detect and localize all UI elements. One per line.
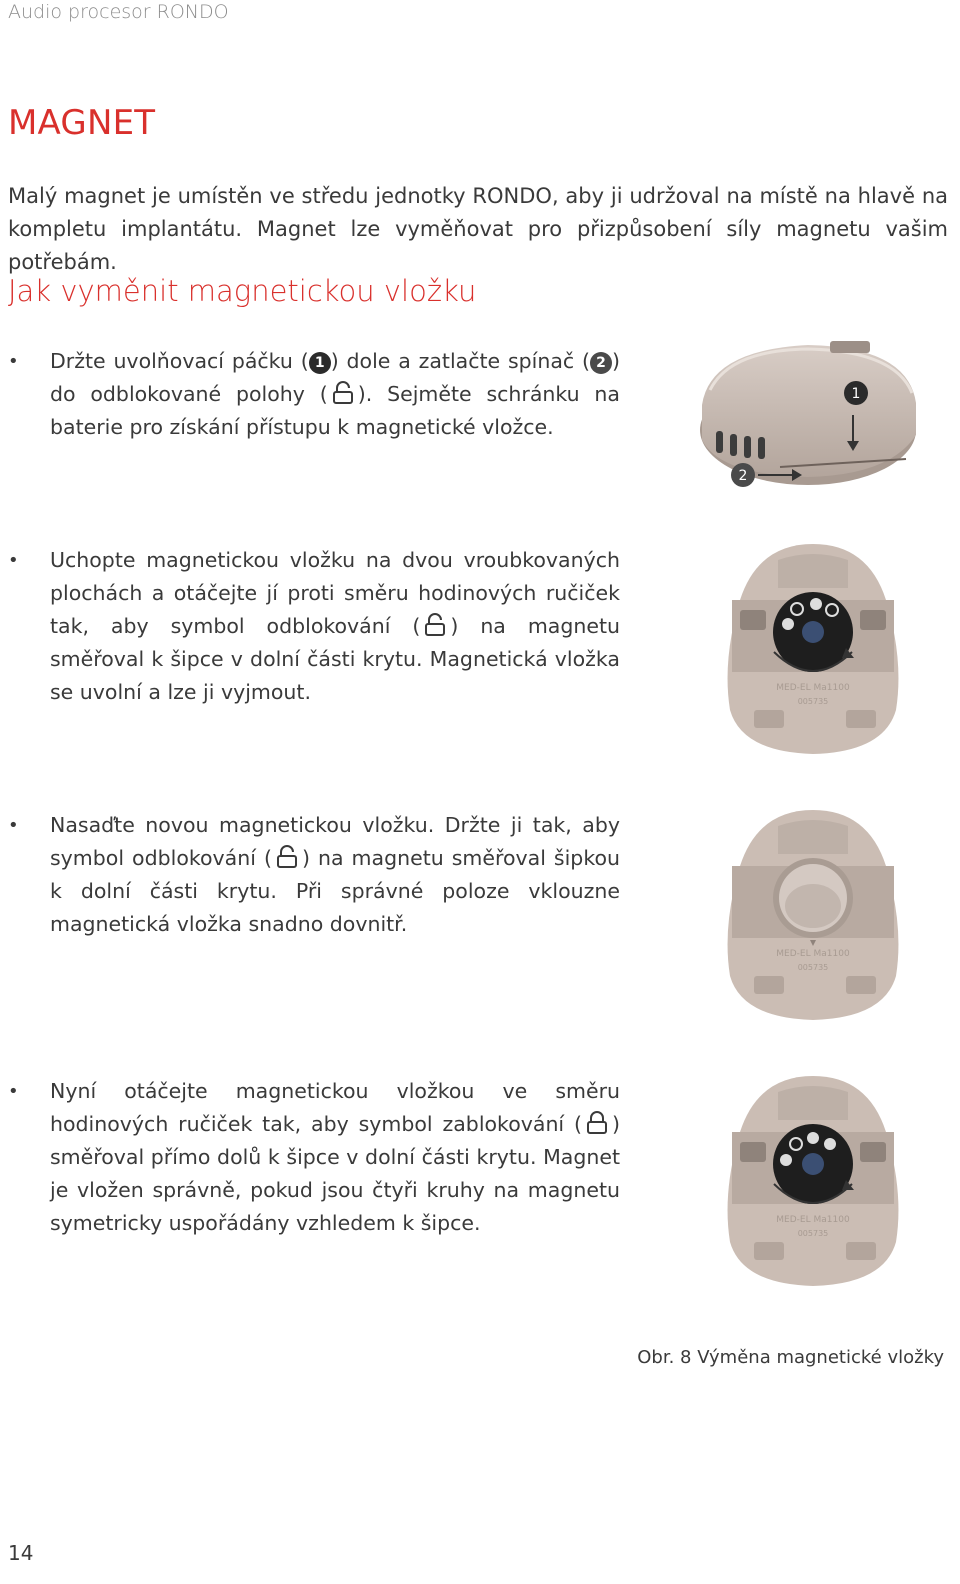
magnet-unlock-figure	[718, 540, 908, 760]
bullet: •	[8, 1081, 19, 1102]
figure-caption: Obr. 8 Výměna magnetické vložky	[637, 1347, 944, 1368]
lock-icon	[586, 1111, 608, 1135]
step-3	[8, 809, 620, 941]
sub-heading: Jak vyměnit magnetickou vložku	[8, 274, 477, 308]
step-4-text: Nyní otáčejte magnetickou vložkou ve směru hodinových ručiček tak, aby symbol zablokování ( ) směřoval přímo dolů k šipce v dolní části krytu. Magnet je vložen správně, pokud jsou čtyři kruhy na magnetu symetricky uspořádány vzhledem k šipce.	[50, 1079, 620, 1235]
housing-code: 005735	[797, 963, 829, 972]
housing-label: MED-EL Ma1100	[776, 683, 850, 693]
bullet: •	[8, 351, 19, 372]
step-1-text: Držte uvolňovací páčku ( 1 ) dole a zatlačte spínač ( 2 ) do odblokované polohy ( ). Sejměte schránku na baterie pro získání přístupu k magnetické vložce.	[50, 349, 620, 439]
figure-marker-2: 2	[738, 468, 748, 484]
bullet: •	[8, 815, 19, 836]
unlock-icon	[332, 381, 354, 405]
bullet: •	[8, 550, 19, 571]
figure-marker-1: 1	[851, 386, 861, 402]
housing-code: 005735	[797, 1229, 829, 1238]
running-header: Audio procesor RONDO	[8, 1, 229, 23]
section-heading: MAGNET	[8, 103, 156, 143]
housing-label: MED-EL Ma1100	[776, 949, 850, 959]
unlock-icon	[424, 613, 446, 637]
magnet-lock-figure	[718, 1072, 908, 1292]
magnet-slot-empty-figure	[718, 806, 908, 1026]
step-1	[8, 345, 620, 444]
page-number: 14	[8, 1541, 34, 1565]
step-3-text: Nasaďte novou magnetickou vložku. Držte ji tak, aby symbol odblokování ( ) na magnetu směřoval šipkou k dolní části krytu. Při správné poloze vklouzne magnetická vložka snadno dovnitř.	[50, 813, 620, 936]
housing-label: MED-EL Ma1100	[776, 1215, 850, 1225]
intro-paragraph: Malý magnet je umístěn ve středu jednotky RONDO, aby ji udržoval na místě na hlavě na kompletu implantátu. Magnet lze vyměňovat pro přizpůsobení síly magnetu vašim potřebám.	[8, 184, 948, 274]
number-2-badge: 2	[590, 352, 612, 374]
step-2-text: Uchopte magnetickou vložku na dvou vroubkovaných plochách a otáčejte jí proti směru hodinových ručiček tak, aby symbol odblokování ( ) na magnetu směřoval k šipce v dolní části krytu. Magnetická vložka se uvolní a lze ji vyjmout.	[50, 548, 620, 704]
housing-code: 005735	[797, 697, 829, 706]
processor-side-figure	[690, 335, 920, 495]
unlock-icon	[276, 845, 298, 869]
number-1-badge: 1	[309, 352, 331, 374]
step-4	[8, 1075, 620, 1240]
step-2	[8, 544, 620, 709]
